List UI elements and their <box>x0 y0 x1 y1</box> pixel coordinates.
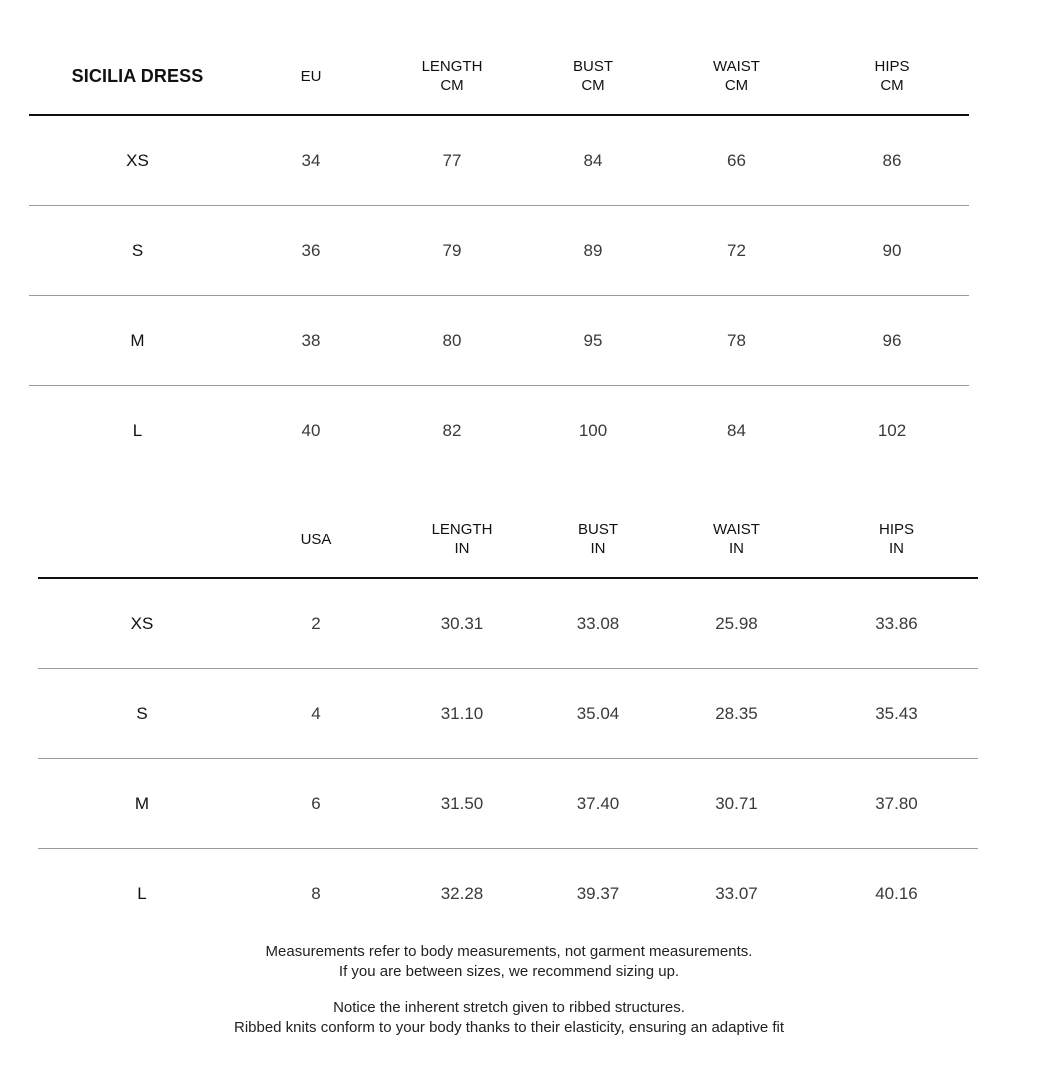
table-cell: 79 <box>442 240 462 260</box>
size-label: S <box>131 240 144 260</box>
table-cell: 102 <box>877 420 907 440</box>
note-line: Notice the inherent stretch given to ribbed structures. <box>333 999 685 1016</box>
table-cell: 8 <box>311 883 321 903</box>
table-cell: 31.50 <box>440 793 484 813</box>
table-cell: 25.98 <box>715 613 758 633</box>
table-cell: 35.43 <box>875 703 918 723</box>
column-header-bust: BUST CM <box>572 58 613 94</box>
table-cell: 96 <box>882 330 902 350</box>
table-cell: 30.71 <box>715 793 758 813</box>
note-line: Measurements refer to body measurements, not garment measurements. <box>265 943 753 960</box>
table-cell: 33.86 <box>875 613 918 633</box>
size-label: XS <box>130 613 154 633</box>
column-header-blank <box>38 501 246 578</box>
table-cell: 34 <box>301 150 321 170</box>
table-row <box>38 759 978 849</box>
table-cell: 95 <box>583 330 603 350</box>
table-cell: 84 <box>727 420 746 440</box>
size-label: L <box>137 883 147 903</box>
stretch-note <box>0 998 1018 1038</box>
table-cell: 6 <box>311 793 321 813</box>
table-cell: 72 <box>727 240 746 260</box>
table-cell: 80 <box>442 330 462 350</box>
size-label: S <box>136 703 148 723</box>
table-cell: 77 <box>442 150 462 170</box>
table-cell: 84 <box>583 150 603 170</box>
table-cell: 36 <box>301 240 321 260</box>
table-cell: 4 <box>311 703 321 723</box>
table-cell: 66 <box>727 150 746 170</box>
table-cell: 89 <box>583 240 603 260</box>
table-cell: 38 <box>301 330 321 350</box>
size-table-cm <box>29 38 969 475</box>
column-header-hips: HIPS CM <box>874 58 910 94</box>
table-cell: 40 <box>301 420 321 440</box>
table-row <box>38 849 978 939</box>
table-cell: 78 <box>727 330 746 350</box>
size-label: M <box>134 793 150 813</box>
table-row <box>29 296 969 386</box>
column-header-usa: USA <box>300 530 332 548</box>
table-cell: 40.16 <box>875 883 918 903</box>
size-label: M <box>130 330 145 350</box>
table-row <box>29 386 969 476</box>
column-header-waist: WAIST IN <box>713 521 760 557</box>
table-cell: 30.31 <box>440 613 484 633</box>
table-cell: 33.08 <box>576 613 620 633</box>
column-header-bust: BUST IN <box>577 521 618 557</box>
table-cell: 86 <box>882 150 902 170</box>
table-cell: 33.07 <box>715 883 758 903</box>
table-row <box>29 115 969 206</box>
column-header-eu: EU <box>300 67 322 85</box>
table-header-row <box>38 501 978 578</box>
column-header-length: LENGTH CM <box>421 58 483 94</box>
column-header-waist: WAIST CM <box>713 58 760 94</box>
table-cell: 90 <box>882 240 902 260</box>
product-title: SICILIA DRESS <box>71 65 204 86</box>
table-cell: 82 <box>442 420 462 440</box>
table-cell: 37.40 <box>576 793 620 813</box>
table-row <box>38 669 978 759</box>
size-label: L <box>132 420 143 440</box>
table-cell: 35.04 <box>576 703 620 723</box>
column-header-length: LENGTH IN <box>431 521 493 557</box>
table-cell: 32.28 <box>440 883 484 903</box>
table-row <box>38 578 978 669</box>
table-cell: 2 <box>311 613 321 633</box>
table-cell: 100 <box>578 420 608 440</box>
note-line: If you are between sizes, we recommend sizing up. <box>338 963 680 980</box>
column-header-hips: HIPS IN <box>878 521 914 557</box>
table-cell: 31.10 <box>440 703 484 723</box>
size-label: XS <box>126 150 149 170</box>
measurement-note <box>0 942 1018 982</box>
table-row <box>29 206 969 296</box>
table-cell: 37.80 <box>875 793 918 813</box>
size-table-in <box>38 501 978 938</box>
table-cell: 39.37 <box>576 883 620 903</box>
note-line: Ribbed knits conform to your body thanks to their elasticity, ensuring an adaptive fit <box>233 1019 784 1036</box>
table-header-row <box>29 38 969 115</box>
table-cell: 28.35 <box>715 703 758 723</box>
